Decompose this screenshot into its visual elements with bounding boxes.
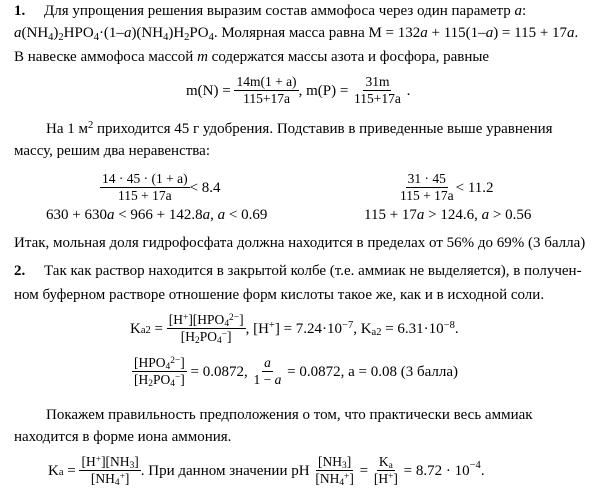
mP-numerator: 31m [365,74,390,89]
ineq2-result: 115 + 17a > 124.6, a > 0.56 [364,207,532,223]
ka-fraction: $\frac{[H^+][NH_3]}{[NH_4^+]}$ [81,454,139,489]
ineq2-rhs: < 11.2 [455,179,494,196]
ineq2-denominator: 115 + 17a [400,188,454,203]
inequality-2 [398,170,494,204]
inequality-1 [100,170,221,204]
ratio-a-value: = 0.0872, a = 0.08 (3 балла) [287,363,458,380]
section-1-first-line [14,2,526,20]
mP-lhs: , m(P) = [298,82,349,99]
sample-text-a: В навеске аммофоса массой [14,49,194,65]
proof-line-2: находится в форме иона аммония. [14,429,232,445]
ineq1-denominator: 115 + 17a [117,188,172,203]
ka-mid-text: . При данном значении pH [140,462,310,479]
section-2-number: 2. [14,263,26,279]
ka2-fraction: $\frac{[H^+][HPO_4^{2-}]}{[H_2PO_4^-]}$ [168,312,244,347]
section-1-intro: Для упрощения решения выразим состав аммофоса через один параметр a: [44,3,527,19]
a-fraction: $\frac{a}{1 - a}$ [253,355,282,387]
ka-equation: K $_a$ = $\frac{[H^+][NH_3]}{[NH_4^+]}$ . При данном значении pH $\frac{[NH_3]}{[NH_4^+]}$ = $\frac{K_a}{[H^+]}$ = 8.72 · 10 $^{-4}$ . [48,454,485,489]
section-1-conclusion: Итак, мольная доля гидрофосфата должна находится в пределах от 56% до 69% (3 балла) [14,235,586,251]
ineq2-numerator: 31 · 45 [407,171,446,186]
ineq1-result: 630 + 630a < 966 + 142.8a, a < 0.69 [46,207,268,223]
sample-text-b: содержатся массы азота и фосфора, равные [211,49,490,65]
ineq1-fraction [100,171,190,204]
section-1-number: 1. [14,3,26,19]
ratio-fraction: $\frac{[HPO_4^{2-}]}{[H_2PO_4^-]}$ [134,355,185,390]
ineq2-fraction [398,171,456,204]
ratio-value: = 0.0872, [190,363,248,380]
section-2-first-line: 2. Так как раствор находится в закрытой колбе (т.е. аммиак не выделяется), в получен- [14,263,582,279]
mN-denominator: 115+17a [243,91,290,106]
ineq1-rhs: < 8.4 [189,179,221,196]
ratio-equation [132,354,458,388]
per-m2-line-2: массу, решим два неравенства: [14,143,211,159]
mN-lhs: m(N) = [186,82,231,99]
mP-fraction [352,74,403,107]
mN-numerator: 14m(1 + a) [236,74,297,89]
ka2-equation: K $_{a2}$ = $\frac{[H^+][HPO_4^{2-}]}{[H_2PO_4^-]}$ , $[H^+] = 7.24\cdot 10^{-7}$, $K_{a2} = 6.31\cdot 10^{-8}$. [130,312,459,347]
per-m2-line: На 1 $м^2$ приходится 45 г удобрения. Подставив в приведенные выше уравнения [46,120,553,137]
ka-over-h-fraction: $\frac{K_a}{[H^+]}$ [373,454,398,486]
mass-equations: m(N) = $\frac{14m(1 + a)}{115+17a}$ , m(P) = $\frac{31m}{115+17a}$ . [186,74,411,106]
ammophos-formula-line [14,24,578,42]
sample-mass-line: В навеске аммофоса массой m содержатся массы азота и фосфора, равные [14,49,490,65]
ineq1-numerator: 14 · 45 · (1 + a) [102,171,188,186]
ammophos-formula: $a(NH_4)_2HPO_4\cdot(1-a)(NH_4)H_2PO_4$. Молярная масса равна M = 132a + 115(1–a) = 115 + 17a. [14,25,579,43]
section-2-second-line: ном буферном растворе отношение форм кислоты такое же, как и в исходной соли. [14,287,545,303]
mP-denominator: 115+17a [354,91,401,106]
nh3-ratio-fraction: $\frac{[NH_3]}{[NH_4^+]}$ [315,454,354,489]
proof-line-1: Покажем правильность предположения о том, что практически весь аммиак [46,407,533,423]
mN-fraction [234,74,298,107]
